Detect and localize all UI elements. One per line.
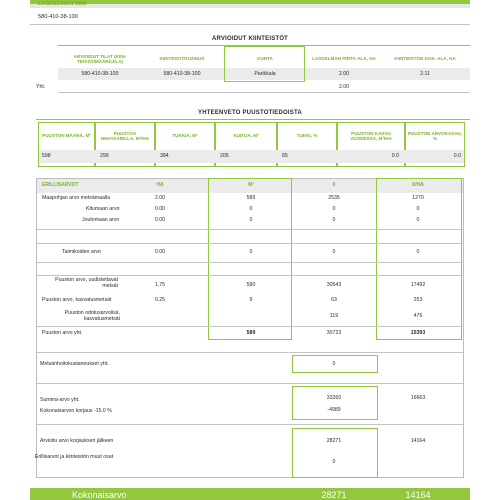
row-seedling-ha: 0.00 (154, 249, 166, 255)
calculation-name-value: 580-410-38-100 (38, 14, 78, 20)
summary-header-5: TUKKI, % (296, 133, 318, 139)
row-regen-eur: 30543 (326, 282, 342, 288)
properties-total-value: 2.00 (338, 84, 350, 90)
summary-header-3: TUKKIA, M³ (172, 133, 198, 139)
row-expect-eur: 119 (329, 313, 339, 319)
row-poor-eurha: 0 (416, 206, 420, 212)
tree-total-eur: 30723 (326, 330, 342, 336)
row-waste-eurha: 0 (416, 217, 420, 223)
row-land-eurha: 1270 (412, 195, 424, 201)
properties-header-1: ARVIOIDUT TILAT (KIIN-TEISTÖ/MÄÄRÄALA) (73, 53, 127, 64)
properties-total-label: Yht. (36, 84, 46, 90)
after-correction-eur: 28271 (326, 438, 342, 444)
values-header-eur: € (332, 182, 336, 188)
row-waste-eur: 0 (332, 217, 336, 223)
row-expect-label: Puuston odotusarvolisä, kasvatusmetsät (64, 310, 120, 322)
name-header-line (30, 0, 470, 7)
row-growth-eurha: 253 (413, 297, 423, 303)
properties-title: ARVIOIDUT KIINTEISTÖT (211, 36, 289, 42)
values-header-m3: M³ (248, 182, 254, 188)
after-value-box (292, 428, 378, 478)
property-id: 580-410-38-100 (81, 71, 119, 77)
summary-value-3: 384 (160, 153, 169, 159)
m3-column-box (208, 178, 292, 340)
row-regen-ha: 1.75 (154, 282, 166, 288)
total-value-eur: 28271 (321, 490, 347, 500)
total-value-label: Kokonaisarvo (72, 490, 127, 500)
row-waste-ha: 0.00 (154, 217, 166, 223)
divider (37, 243, 463, 244)
correction-eur: -4989 (327, 407, 341, 413)
summary-value-5: 65 (282, 153, 288, 159)
summary-top-line (36, 119, 470, 120)
divider (58, 92, 470, 93)
property-code: 580-410-38-100 (163, 71, 201, 77)
summary-header-4: KUITUA, M³ (233, 133, 259, 139)
values-header-eurha: €/HA (412, 182, 424, 188)
after-correction-eurha: 14164 (410, 438, 426, 444)
row-seedling-eur: 0 (332, 249, 336, 255)
property-calc-area: 2.00 (338, 71, 350, 77)
properties-header-4: LASKELMAN PINTA-ALA, HA (312, 56, 376, 62)
summary-value-7: 0.0 (453, 153, 461, 159)
costs-label: Metsänhoitokustannukset yht. (40, 361, 109, 367)
costs-value: 0 (332, 361, 336, 367)
row-land-m3: 589 (246, 195, 256, 201)
row-growth-m3: 9 (249, 297, 253, 303)
row-land-eur: 2535 (328, 195, 340, 201)
properties-header-5: KIINTEISTÖN KOK. ALA, HA (394, 56, 456, 62)
row-seedling-eurha: 0 (416, 249, 420, 255)
properties-header-2: KIINTEISTÖTUNNUS (159, 56, 205, 62)
divider (37, 326, 463, 327)
summary-value-2: 299 (100, 153, 109, 159)
summary-header-6: PUUSTON KASVU VUODESSA, M³/HA (350, 130, 392, 141)
sum-eur: 33260 (326, 395, 342, 401)
divider (37, 262, 463, 263)
divider (37, 383, 463, 384)
separate-values-label: Erillisarvot ja kiinteistön muut osat (34, 454, 114, 460)
sum-eurha: 16663 (410, 395, 426, 401)
calculation-name-label: LASKELMAN NIMI (38, 1, 87, 7)
values-header-label: ERILLISARVOT (42, 182, 79, 188)
summary-header-7: PUUSTON ARVOKASVU, % (407, 130, 463, 141)
sum-label: Summa-arvo yht. (40, 397, 80, 403)
row-regen-eurha: 17492 (410, 282, 426, 288)
correction-label: Kokonaisarvon korjaus -15.0 % (40, 408, 112, 414)
row-regen-m3: 580 (246, 282, 256, 288)
row-growth-label: Puuston arvo, kasvatusmetsät (42, 297, 112, 303)
summary-header-2: PUUSTOA HEHTAARILLA, M³/HA (100, 130, 150, 141)
sum-value-box (292, 386, 378, 420)
row-waste-m3: 0 (249, 217, 253, 223)
after-correction-label: Arvioitu arvo korjauksen jälkeen (40, 438, 114, 444)
divider (37, 275, 463, 276)
properties-header-3: KUNTA (257, 56, 273, 62)
row-poor-label: Kitumaan arvo (86, 206, 120, 212)
row-growth-ha: 0.25 (154, 297, 166, 303)
row-poor-ha: 0.00 (154, 206, 166, 212)
separate-values-value: 0 (332, 459, 336, 465)
property-total-area: 2.11 (420, 71, 430, 77)
summary-value-1: 598 (42, 153, 51, 159)
row-poor-m3: 0 (249, 206, 253, 212)
row-land-label: Maapohjan arvo metsämaalla (42, 195, 111, 201)
total-value-eurha: 14164 (405, 490, 431, 500)
divider (37, 229, 463, 230)
row-expect-eurha: 476 (413, 313, 423, 319)
row-poor-eur: 0 (332, 206, 336, 212)
tree-total-eurha: 15393 (410, 330, 426, 336)
summary-value-4: 205 (220, 153, 229, 159)
row-seedling-m3: 0 (249, 249, 253, 255)
tree-total-label: Puuston arvo yht. (42, 330, 83, 336)
property-municipality: Parikkala (254, 71, 276, 77)
divider (37, 424, 463, 425)
row-land-ha: 2.00 (154, 195, 166, 201)
row-seedling-label: Taimikoiden arvo (62, 249, 101, 255)
summary-value-6: 0.0 (391, 153, 399, 159)
divider (37, 352, 463, 353)
row-waste-label: Joutomaan arvo (82, 217, 120, 223)
summary-title: YHTEENVETO PUUSTOTIEDOISTA (198, 110, 302, 116)
tree-total-m3: 589 (246, 330, 256, 336)
divider (30, 24, 470, 25)
row-growth-eur: 63 (331, 297, 337, 303)
summary-header-1: PUUSTON MÄÄRÄ, M³ (42, 133, 91, 139)
values-header-ha: HA (156, 182, 164, 188)
row-regen-label: Puuston arvo, uudistettavat metsät (55, 277, 118, 289)
